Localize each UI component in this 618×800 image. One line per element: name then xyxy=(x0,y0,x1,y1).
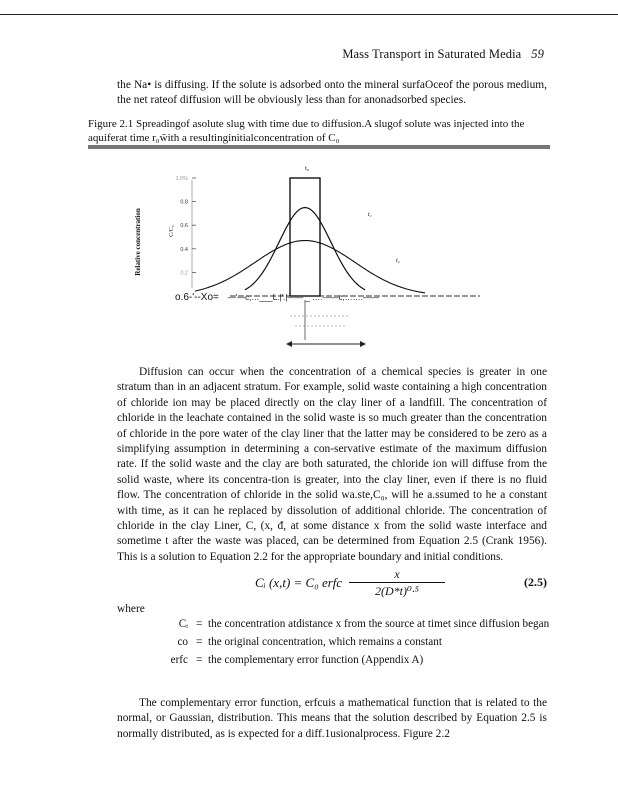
caption-rule xyxy=(88,145,550,149)
definition-text: the concentration atdistance x from the source at timet since diffusion began xyxy=(208,618,550,630)
definition-symbol: co xyxy=(177,636,188,648)
paragraph-main: Diffusion can occur when the concentration of a chemical species is greater in one stratum than in an adjacent stratum. For example, solid waste containing a high concentration of chloride ion may be placed directly on the clay liner of a landfill. The concentration of chloride in the leachate contained in the solid waste is so much greater than the concentration of chloride in the pore water of the clay liner that the latter may be considered to be zero as a simplifying assumption in determining a con-servative estimate of the maximum diffusion rate. If the solid waste and the clay are both saturated, the chloride ion will diffuse from the solid waste, where its concentra-tion is greater, into the clay liner, even if there is no fluid flow. The concentration of chloride in the solid wa.ste,C₀, will he a.ssumed to he a constant with time, as it can he replaced by dissolution of additional chloride. The concentration of chloride in the clay Liner, C, (x, đ, at some distance x from the solid waste interface and sometime t after the waste was placed, can be determined from Equation 2.5 (Crank 1956). This is a solution to Equation 2.2 for the appropriate boundary and initial conditions. xyxy=(117,366,547,563)
definition-text: the original concentration, which remains a constant xyxy=(208,636,442,648)
definition-symbol: erfc xyxy=(170,654,188,666)
paragraph-bottom: The complementary error function, erfcuis a mathematical function that is related to the normal, or Gaussian, distribution. This means that the solution described by Equation 2.5 is normally distributed, as is expected for a diff.1usionalprocess. Figure 2.2 xyxy=(117,697,547,740)
x-arrow-tail xyxy=(286,341,292,347)
where-label: where xyxy=(117,603,145,615)
definition-equals: = xyxy=(196,618,203,630)
t2-curve xyxy=(195,241,425,293)
definition-equals: = xyxy=(196,654,203,666)
y-tick-label: 1.0% xyxy=(175,176,188,182)
y-tick-label: 0.6 xyxy=(180,223,188,230)
t0-label: t₀ xyxy=(305,166,309,172)
figure-plot xyxy=(150,158,530,358)
definition-row xyxy=(160,617,550,631)
t0-slug xyxy=(290,178,320,296)
definition-row xyxy=(160,653,550,667)
top-rule xyxy=(0,14,618,15)
y-tick-label: 0.2 xyxy=(180,270,188,277)
definition-text: the complementary error function (Appendix A) xyxy=(208,654,424,666)
page-number: 59 xyxy=(531,47,544,61)
figure-caption: Figure 2.1 Spreadingof asolute slug with time due to diffusion.A slugof solute was injected into the aquiferat time r₀w̃ith a resultinginitialconcentration of C₀ xyxy=(88,118,525,144)
definitions-list xyxy=(160,617,550,671)
y-tick-label: 0.4 xyxy=(180,246,188,253)
equation-2-5 xyxy=(117,567,547,611)
figure-2-1 xyxy=(134,158,530,358)
baseline-ocr-text xyxy=(175,292,379,303)
baseline-ocr-right: —'—c;…___L.|'.|—— _ ….——c;…….—— xyxy=(227,293,379,302)
running-head xyxy=(342,47,544,62)
y-ticks xyxy=(175,176,196,276)
definition-equals: = xyxy=(196,636,203,648)
equation-numerator: x xyxy=(394,567,400,581)
x-arrow-head xyxy=(360,341,366,347)
t1-label: t₁ xyxy=(368,212,372,218)
definition-row xyxy=(160,635,550,649)
t1-curve xyxy=(245,208,365,290)
baseline-ocr-left: o.6-'--Xo= xyxy=(175,292,219,303)
equation-lhs: Cᵢ (x,t) = C₀ erfc xyxy=(255,575,343,590)
paragraph-top: the Na• is diffusing. If the solute is adsorbed onto the mineral surfaOceof the porous medium, the net rateof diffusion will be obviously less than for anonadsorbed species. xyxy=(117,79,547,107)
equation-number: (2.5) xyxy=(524,575,547,589)
t2-label: t₂ xyxy=(396,258,400,264)
running-head-title: Mass Transport in Saturated Media xyxy=(342,47,522,61)
fraction-bar xyxy=(349,582,445,583)
equation-denominator: 2(D*t)⁰·⁵ xyxy=(375,584,419,598)
y-axis-sublabel: C/C₀ xyxy=(168,225,175,237)
y-tick-label: 0.8 xyxy=(180,199,188,206)
y-axis-label: Relative concentration xyxy=(134,208,142,276)
equation-fraction xyxy=(349,567,445,599)
definition-symbol: Cᵢ xyxy=(178,618,188,630)
